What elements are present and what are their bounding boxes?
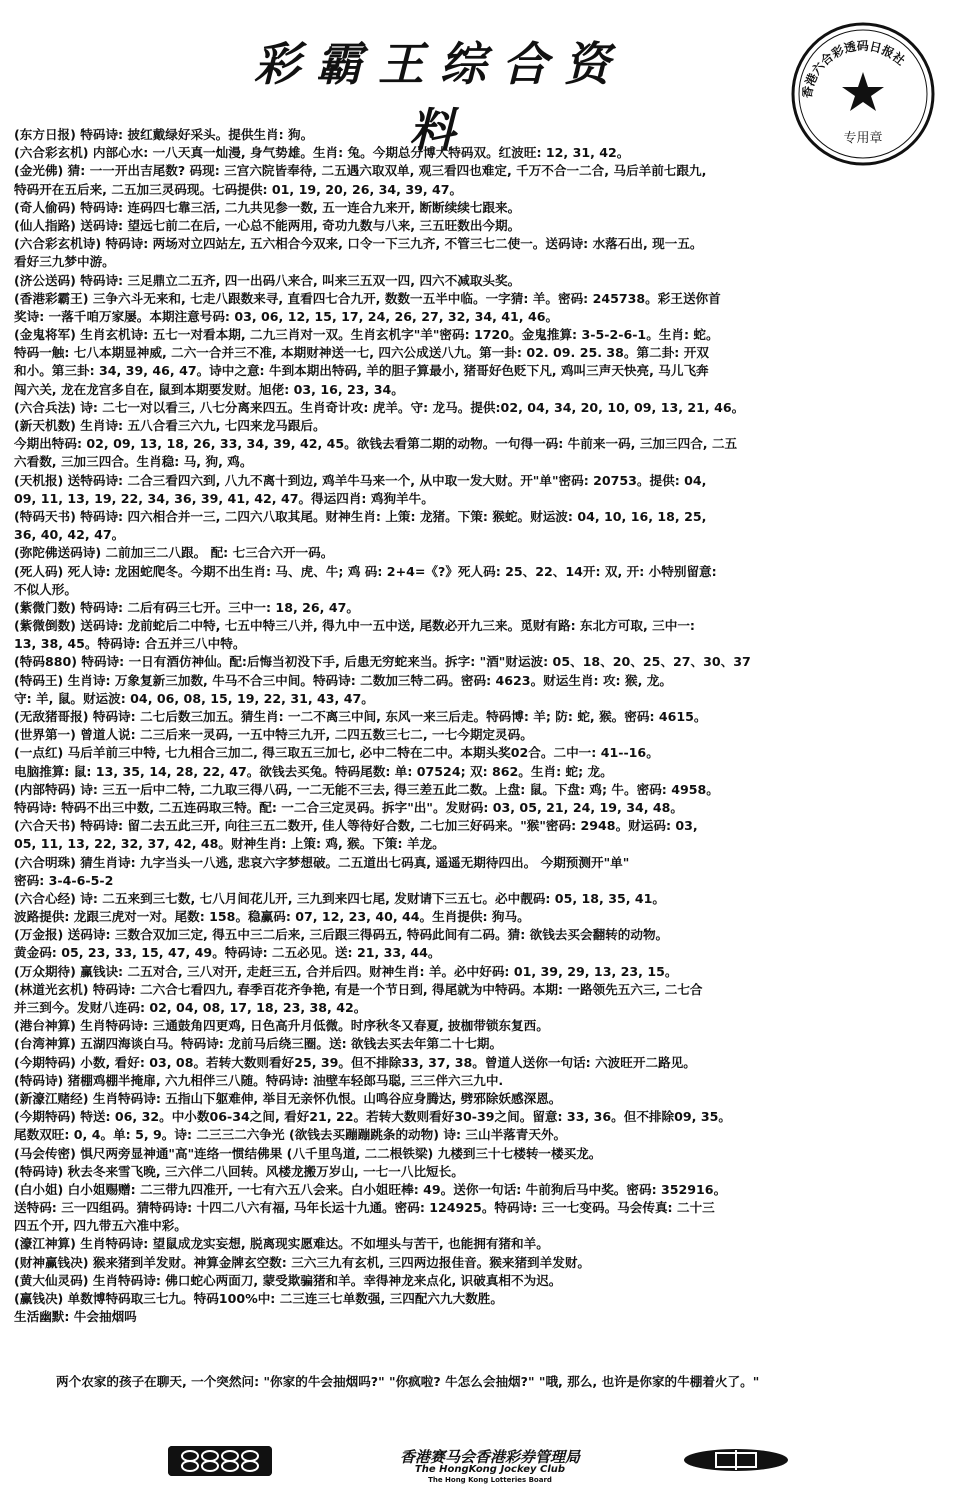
page-title: 彩霸王综合资料 (254, 37, 626, 157)
text-line: 奖诗: 一落千咱万家屡。本期注意号码: 03, 06, 12, 15, 17, 24, 26, 27, 32, 34, 41, 46。 (14, 308, 559, 324)
text-line: 并三到今。发财八连码: 02, 04, 08, 17, 18, 23, 38, 42。 (14, 1000, 367, 1015)
stamp-label: 专用章 (843, 131, 883, 146)
text-line: (六合彩玄机诗) 特码诗: 两场对立四站左, 五六相合今双来, 口令一下三九齐, 不管三七二使一。送码诗: 水落石出, 现一五。 (14, 236, 703, 252)
text-line: (特码诗) 猪棚鸡棚半掩扉, 六九相伴三八随。特码诗: 油壁车轻郎马聪, 三三伴六三九中. (14, 1072, 504, 1088)
text-line: (紫微门数) 特码诗: 二后有码三七开。三中一: 18, 26, 47。 (14, 599, 359, 615)
text-line: 特码诗: 特码不出三中数, 二五连码取三特。配: 一二合三定灵码。拆字"出"。发财码: 03, 05, 21, 24, 19, 34, 48。 (14, 799, 684, 815)
text-line: (六合心经) 诗: 二五来到三七数, 七八月间花儿开, 三九到来四七尾, 发财请下三五七。必中靓码: 05, 18, 35, 41。 (14, 890, 666, 906)
text-line: (东方日报) 特码诗: 披红戴绿好采头。提供生肖: 狗。 (14, 127, 314, 142)
text-line: 特码开在五后来, 二五加三灵码现。七码提供: 01, 19, 20, 26, 34, 39, 47。 (14, 181, 463, 197)
text-line: (紫微倒数) 送码诗: 龙前蛇后二中特, 七五中特三八并, 得九中一五中送, 尾数必开九三来。觅财有路: 东北方可取, 三中一: (14, 618, 695, 634)
text-line: 四五个开, 四九带五六准中彩。 (14, 1218, 187, 1234)
text-line: (万金报) 送码诗: 三数合双加三定, 得五中三二后来, 三后跟三得码五, 特码此间有二码。猜: 欲钱去买会翻转的动物。 (14, 927, 669, 943)
text-line: (濠江神算) 生肖特码诗: 望鼠成龙实妄想, 脱离现实愿难达。不如埋头与苦干, 也能拥有猪和羊。 (14, 1236, 549, 1252)
text-line: (济公送码) 特码诗: 三足鼎立二五齐, 四一出码八来合, 叫来三五双一四, 四六不减取头奖。 (14, 272, 521, 288)
text-line: 六看数, 三加三四合。生肖稳: 马, 狗, 鸡。 (14, 454, 253, 470)
text-line: 13, 38, 45。特码诗: 合五并三八中特。 (14, 636, 246, 652)
text-line: (特码诗) 秋去冬来雪飞晚, 三六伴二八回转。风楼龙搬万岁山, 一七一八比短长。 (14, 1163, 464, 1179)
text-line: 电脑推算: 鼠: 13, 35, 14, 28, 22, 47。欲钱去买兔。特码尾数: 单: 07524; 双: 862。生肖: 蛇; 龙。 (14, 763, 613, 779)
document-body (14, 126, 964, 1326)
text-line: (黄大仙灵码) 生肖特码诗: 佛口蛇心两面刀, 蒙受欺骗猪和羊。幸得神龙来点化, 识破真相不为迟。 (14, 1272, 562, 1288)
text-line: 送特码: 三一四组码。猜特码诗: 十四二八六有福, 马年长运十九通。密码: 124925。特码诗: 三一七变码。马会传真: 二十三 (14, 1200, 715, 1216)
text-line: (世界第一) 曾道人说: 二三后来一灵码, 一五中特三九开, 二四五数三七二, 一七今期定灵码。 (14, 727, 533, 743)
jockey-club-logo (168, 1446, 272, 1476)
star-icon (842, 72, 884, 111)
text-line: 09, 11, 13, 19, 22, 34, 36, 39, 41, 42, 47。得运四肖: 鸡狗羊牛。 (14, 490, 434, 506)
text-line: (奇人偷码) 特码诗: 连码四七靠三活, 二九共见参一数, 五一连合九来开, 断断续续七跟来。 (14, 199, 521, 215)
text-line: 黄金码: 05, 23, 33, 15, 47, 49。特码诗: 二五必见。送: 21, 33, 44。 (14, 945, 441, 961)
text-line: (马会传密) 惧尺两旁显神通"高"连络一惯结佛果 (八千里鸟道, 二二根铁梁) 九楼到三十七楼转一楼买龙。 (14, 1145, 602, 1161)
text-line: (弥陀佛送码诗) 二前加三二八跟。 配: 七三合六开一码。 (14, 545, 334, 561)
text-line: (万众期待) 赢钱诀: 二五对合, 三八对开, 走赶三五, 合并后四。财神生肖: 羊。必中好码: 01, 39, 29, 13, 23, 15。 (14, 963, 678, 979)
text-line: (香港彩霸王) 三争六斗无来和, 七走八跟数来寻, 直看四七合九开, 数数一五半中临。一字猜: 羊。密码: 245738。彩王送你首 (14, 290, 721, 306)
text-line: 波路提供: 龙跟三虎对一对。尾数: 158。稳赢码: 07, 12, 23, 40, 44。生肖提供: 狗马。 (14, 909, 530, 925)
text-line: (财神赢钱决) 猴来猪到羊发财。神算金牌玄空数: 三六三九有玄机, 三四两边报佳音。猴来猪到羊发财。 (14, 1254, 591, 1270)
text-line: 05, 11, 13, 22, 32, 37, 42, 48。财神生肖: 上策: 鸡, 猴。下策: 羊龙。 (14, 836, 445, 852)
text-line: (白小姐) 白小姐赐赠: 二三带九四准开, 一七有六五八会来。白小姐旺棒: 49。送你一句话: 牛前狗后马中奖。密码: 352916。 (14, 1181, 727, 1197)
text-line: (死人码) 死人诗: 龙困蛇爬冬。今期不出生肖: 马、虎、牛; 鸡 码: 2+4=《?》死人码: 25、22、14开: 双, 开: 小特别留意: (14, 563, 717, 579)
text-line: (赢钱决) 单数博特码取三七九。特码100%中: 二三连三七单数强, 三四配六九大数胜。 (14, 1291, 503, 1306)
text-line: (仙人指路) 送码诗: 望远七前二在后, 一心总不能两用, 奇功九数与八来, 三五旺数出今期。 (14, 217, 521, 233)
humor-story: 两个农家的孩子在聊天, 一个突然问: "你家的牛会抽烟吗?" "你疯啦? 牛怎么会抽烟?" "哦, 那么, 也许是你家的牛棚着火了。" (56, 1374, 760, 1389)
text-line: 特码一触: 七八本期显神威, 二六一合并三不准, 本期财神送一七, 四六公成送八九。第一卦: 02. 09. 25. 38。第二卦: 开双 (14, 345, 709, 361)
text-line: (金鬼将军) 生肖玄机诗: 五七一对看本期, 二九三肖对一双。生肖玄机字"羊"密码: 1720。金鬼推算: 3-5-2-6-1。生肖: 蛇。 (14, 327, 719, 343)
text-line: 尾数双旺: 0, 4。单: 5, 9。诗: 二三三二六争光 (欲钱去买蹦蹦跳条的动物) 诗: 三山半落青天外。 (14, 1127, 567, 1143)
text-line: (新濠江赌经) 生肖特码诗: 五指山下躯难伸, 举目无亲怀仇恨。山鸣谷应身腾达, 劈邪除妖感深恩。 (14, 1090, 562, 1106)
text-line: 生活幽默: 牛会抽烟吗 (14, 1309, 137, 1325)
organization-name: 香港赛马会香港彩券管理局 (399, 1448, 580, 1466)
lotteries-board-logo (682, 1448, 790, 1472)
text-line: (今期特码) 小数, 看好: 03, 08。若转大数则看好25, 39。但不排除33, 37, 38。曾道人送你一句话: 六波旺开二路见。 (14, 1054, 696, 1070)
text-line: (今期特码) 特送: 06, 32。中小数06-34之间, 看好21, 22。若转大数则看好30-39之间。留意: 33, 36。但不排除09, 35。 (14, 1109, 731, 1125)
text-line: (六合彩玄机) 内部心水: 一八天真一灿漫, 身气势雄。生肖: 兔。今期总分博大特码双。红波旺: 12, 31, 42。 (14, 145, 630, 161)
text-line: (六合天书) 特码诗: 留二去五此三开, 向往三五二数开, 佳人等待好合数, 二七加三好码来。"猴"密码: 2948。财运码: 03, (14, 818, 698, 834)
text-line: (特码880) 特码诗: 一日有酒仿神仙。配:后悔当初没下手, 后患无穷蛇来当。拆字: "酒"财运波: 05、18、20、25、27、30、37 (14, 654, 751, 670)
text-line: (金光佛) 猜: 一一开出吉尾数? 码现: 三宫六院皆奉待, 二五遇六取双单, 观三看四也难定, 千万不合一二合, 马后羊前七跟九, (14, 163, 707, 179)
text-line: (特码天书) 特码诗: 四六相合并一三, 二四六八取其尾。财神生肖: 上策: 龙猪。下策: 猴蛇。财运波: 04, 10, 16, 18, 25, (14, 508, 707, 524)
text-line: (六合明珠) 猜生肖诗: 九字当头一八逃, 悲哀六字梦想破。二五道出七码真, 遥遥无期待四出。 今期预测开"单" (14, 854, 630, 870)
text-line: 闯六关, 龙在龙宫多自在, 鼠到本期要发财。旭佬: 03, 16, 23, 34。 (14, 381, 404, 397)
text-line: (港台神算) 生肖特码诗: 三通鼓角四更鸡, 日色高升月低微。时序秋冬又春夏, 披枷带锁东复西。 (14, 1018, 549, 1034)
footer (0, 1440, 971, 1490)
text-line: 今期出特码: 02, 09, 13, 18, 26, 33, 34, 39, 42, 45。欲钱去看第二期的动物。一句得一码: 牛前来一码, 三加三四合, 二五 (14, 436, 738, 452)
text-line: (内部特码) 诗: 三五一后中二特, 二九取三得八码, 一二无能不三去, 得三差五此二数。上盘: 鼠。下盘: 鸡; 牛。密码: 4958。 (14, 781, 719, 797)
text-line: (林道光玄机) 特码诗: 二六合七看四九, 春季百花齐争艳, 有是一个节日到, 得尾就为中特码。本期: 一路领先五六三, 二七合 (14, 981, 703, 997)
stamp-arc-text: 香港六合彩透码日报社 (799, 38, 908, 100)
text-line: (特码王) 生肖诗: 万象复新三加数, 牛马不合三中间。特码诗: 二数加三特二码。密码: 4623。财运生肖: 攻: 猴, 龙。 (14, 672, 672, 688)
text-line: 守: 羊, 鼠。财运波: 04, 06, 08, 15, 19, 22, 31, 43, 47。 (14, 690, 374, 706)
text-line: (无敌猪哥报) 特码诗: 二七后数三加五。猜生肖: 一二不离三中间, 东风一来三后走。特码博: 羊; 防: 蛇, 猴。密码: 4615。 (14, 709, 707, 724)
lotteries-board-name: The Hong Kong Lotteries Board (428, 1476, 552, 1484)
text-line: 不似人形。 (14, 581, 77, 597)
text-line: (台湾神算) 五湖四海谈白马。特码诗: 龙前马后绕三圈。送: 欲钱去买去年第二十七期。 (14, 1036, 503, 1052)
text-line: (一点红) 马后羊前三中特, 七九相合三加二, 得三取五三加七, 必中二特在二中。本期头奖02合。二中一: 41--16。 (14, 745, 659, 761)
text-line: (新天机数) 生肖诗: 五八合看三六九, 七四来龙马跟后。 (14, 418, 326, 433)
organization-name-en: The HongKong Jockey Club (414, 1464, 566, 1475)
text-line: 36, 40, 42, 47。 (14, 527, 125, 543)
text-line: 密码: 3-4-6-5-2 (14, 872, 114, 888)
text-line: (天机报) 送特码诗: 二合三看四六到, 八九不离十到边, 鸡羊牛马来一个, 从中取一发大财。开"单"密码: 20753。提供: 04, (14, 472, 707, 488)
text-line: (六合兵法) 诗: 二七一对以看三, 八七分离来四五。生肖奇计攻: 虎羊。守: 龙马。提供:02, 04, 34, 20, 10, 09, 13, 21, 46。 (14, 399, 745, 415)
text-line: 看好三九梦中游。 (14, 254, 115, 270)
text-line: 和小。第三卦: 34, 39, 46, 47。诗中之意: 牛到本期出特码, 羊的胆子算最小, 猪哥好色贬下凡, 鸡叫三声天快亮, 马儿飞奔 (14, 363, 709, 379)
